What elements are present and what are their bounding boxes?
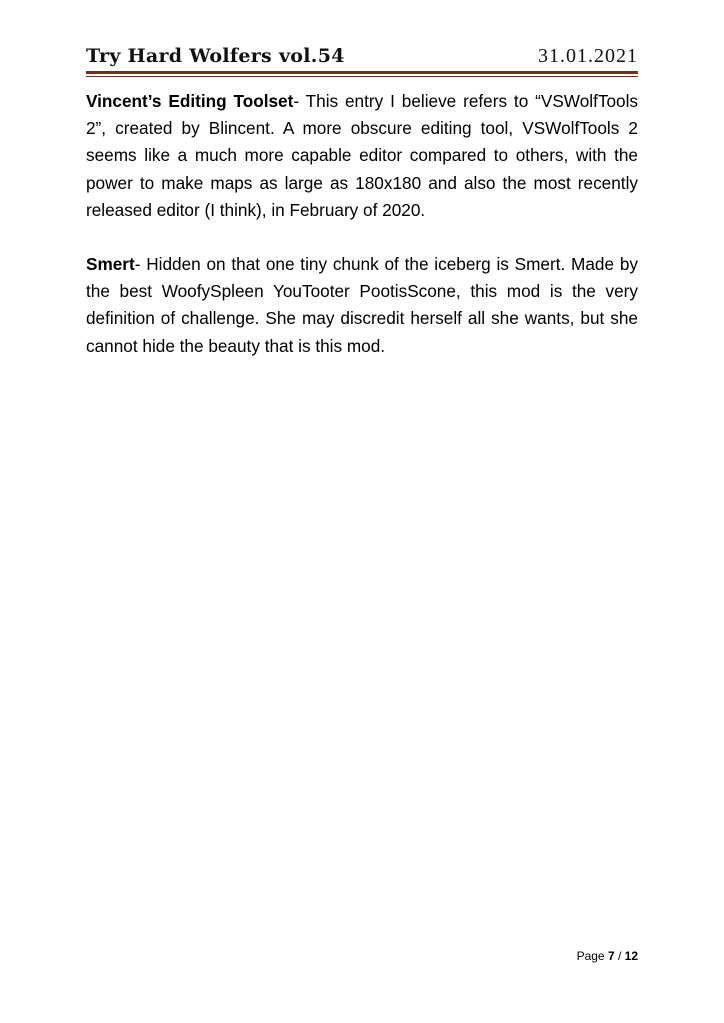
header-rule-thick — [86, 71, 638, 74]
entry-paragraph — [86, 251, 638, 360]
entry-term: Smert — [86, 254, 135, 275]
entry-paragraph — [86, 88, 638, 224]
page-header — [86, 44, 638, 72]
page-footer — [577, 948, 638, 964]
publication-title: Try Hard Wolfers vol.54 — [86, 45, 345, 67]
total-pages-number: 12 — [624, 949, 638, 963]
page-separator: / — [614, 949, 625, 963]
header-rule-thin — [86, 76, 638, 77]
entry-text: - This entry I believe refers to “VSWolfTools 2”, created by Blincent. A more obscure editing tool, VSWolfTools 2 seems like a much more capable editor compared to others, with the power to make maps as large as 180x180 and also the most recently released editor (I think), in February of 2020. — [86, 91, 638, 220]
current-page-number: 7 — [607, 949, 615, 963]
page-label: Page — [576, 949, 608, 963]
publication-date: 31.01.2021 — [538, 45, 638, 67]
entry-text: - Hidden on that one tiny chunk of the iceberg is Smert. Made by the best WoofySpleen YouTooter PootisScone, this mod is the very definition of challenge. She may discredit herself all she wants, but she cannot hide the beauty that is this mod. — [86, 254, 638, 356]
entry-term: Vincent’s Editing Toolset — [86, 91, 294, 111]
article-body — [86, 88, 638, 387]
